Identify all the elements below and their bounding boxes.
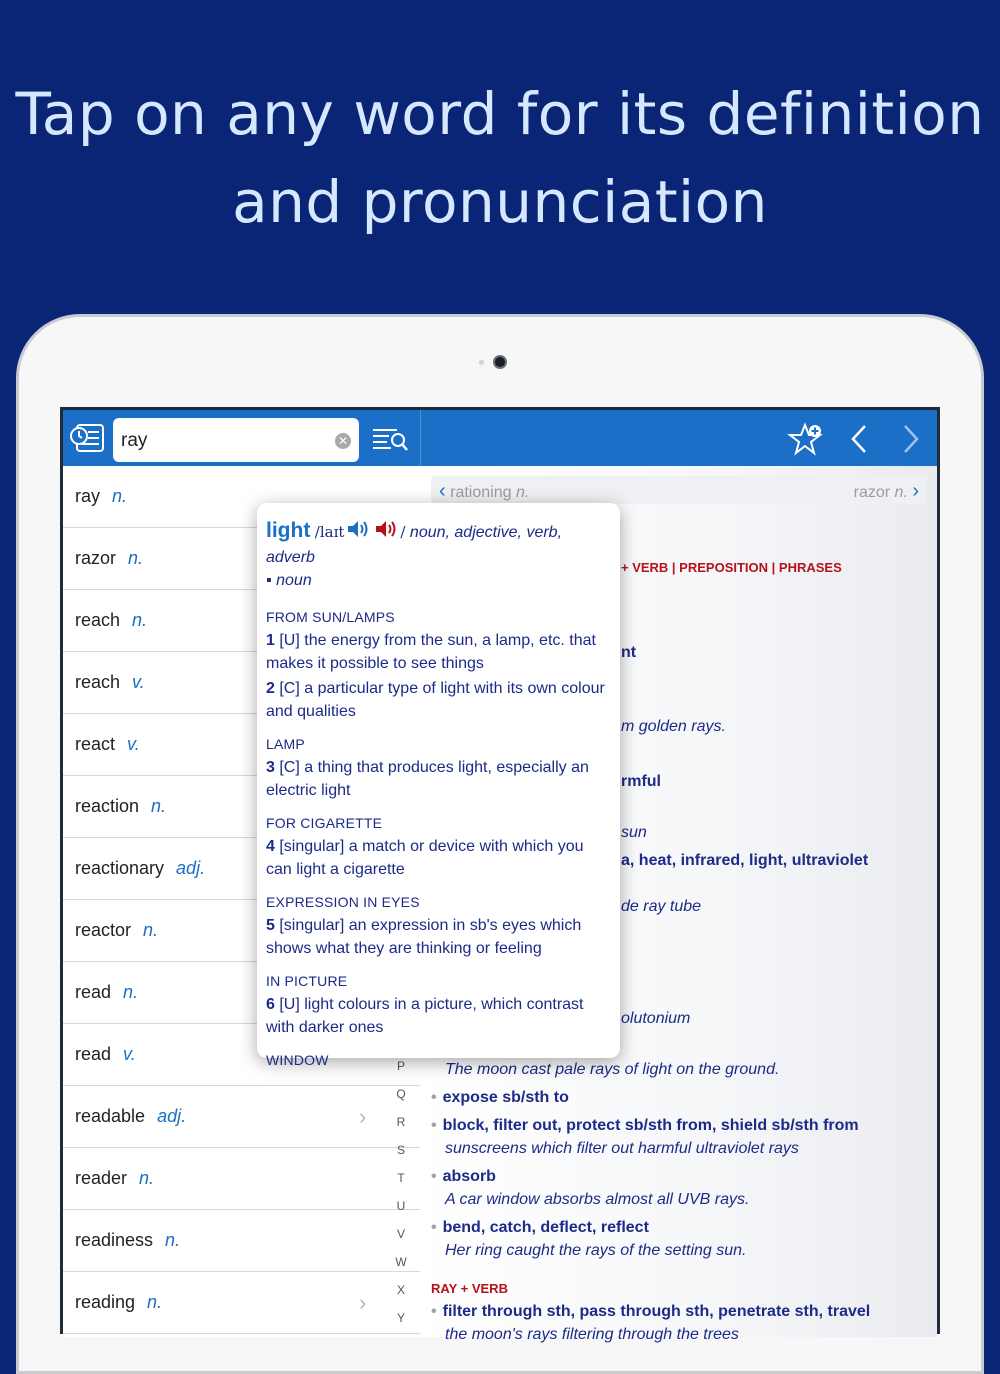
collocation-item[interactable] — [431, 1117, 859, 1135]
list-item[interactable] — [63, 1086, 420, 1148]
example-sentence: sunscreens which filter out harmful ultraviolet rays — [445, 1140, 799, 1157]
list-item[interactable] — [63, 1210, 420, 1272]
list-item-pos: n. — [112, 486, 128, 506]
list-item-pos: n. — [139, 1168, 155, 1188]
sense-text: [U] light colours in a picture, which contrast with darker ones — [266, 996, 584, 1037]
popup-headword: light — [266, 519, 311, 542]
chevron-right-icon: › — [359, 1290, 367, 1315]
toolbar-divider — [420, 410, 421, 466]
alphabet-index-letter[interactable]: T — [397, 1171, 405, 1185]
collocation-text: bend, catch, deflect, reflect — [442, 1219, 649, 1236]
chevron-left-icon: ‹ — [439, 480, 446, 502]
headline-line-2: and pronunciation — [232, 168, 768, 236]
definition-popup[interactable] — [257, 503, 620, 1069]
next-entry-link[interactable] — [854, 480, 919, 503]
forward-arrow-icon[interactable] — [893, 422, 929, 456]
collocation-text: filter through sth, pass through sth, penetrate sth, travel — [442, 1303, 871, 1320]
previous-entry-link[interactable] — [439, 480, 529, 503]
entry-fragment: rmful — [621, 773, 661, 790]
entry-fragment: m golden rays. — [621, 718, 726, 735]
entry-fragment: nt — [621, 644, 637, 661]
sense-number: 6 — [266, 996, 275, 1014]
previous-entry-pos: n. — [515, 484, 530, 501]
popup-pos-line: noun, adjective, verb, adverb — [266, 524, 563, 567]
collocation-item[interactable] — [431, 1168, 496, 1186]
entry-fragment: olutonium — [621, 1010, 691, 1027]
sense-heading: EXPRESSION IN EYES — [266, 894, 420, 911]
speaker-uk-icon[interactable] — [346, 519, 370, 546]
sense-number: 2 — [266, 680, 275, 698]
collocation-text: absorb — [442, 1168, 496, 1185]
example-sentence: The moon cast pale rays of light on the ground. — [445, 1061, 780, 1078]
list-item-pos: n. — [165, 1230, 181, 1250]
sense-text: [U] the energy from the sun, a lamp, etc. that makes it possible to see things — [266, 632, 596, 673]
sense-text: [C] a particular type of light with its own colour and qualities — [266, 680, 605, 721]
alphabet-index-letter[interactable]: P — [396, 1059, 405, 1073]
collocation-item[interactable] — [431, 1303, 870, 1321]
bullet-icon: • — [431, 1168, 437, 1185]
example-sentence: Her ring caught the rays of the setting sun. — [445, 1242, 747, 1259]
collocation-text: expose sb/sth to — [442, 1089, 569, 1106]
list-item[interactable] — [63, 1272, 420, 1334]
chevron-right-icon: › — [912, 480, 919, 502]
front-camera — [493, 355, 507, 369]
sense-number: 5 — [266, 917, 275, 935]
sense-text: [singular] a match or device with which you can light a cigarette — [266, 838, 584, 879]
sense-heading: IN PICTURE — [266, 973, 348, 990]
back-arrow-icon[interactable] — [843, 422, 879, 456]
speaker-us-icon[interactable] — [374, 519, 398, 546]
bullet-icon: • — [431, 1219, 437, 1236]
collocation-item[interactable] — [431, 1219, 649, 1237]
list-item-word: reading — [75, 1292, 136, 1312]
alphabet-index-letter[interactable]: V — [396, 1227, 405, 1241]
list-item-word: reactor — [75, 920, 132, 940]
next-entry-word: razor — [853, 484, 891, 501]
popup-content — [266, 519, 612, 1072]
chevron-right-icon: › — [359, 1104, 367, 1129]
list-item-pos: n. — [151, 796, 167, 816]
entry-navigation-bar — [431, 476, 927, 504]
full-text-search-icon[interactable] — [371, 426, 409, 452]
sense-heading: FOR CIGARETTE — [266, 815, 383, 832]
section-heading: RAY + VERB — [431, 1281, 508, 1296]
sense-number: 4 — [266, 838, 275, 856]
popup-header — [266, 519, 612, 569]
list-item-word: reaction — [75, 796, 140, 816]
list-item-pos: adj. — [157, 1106, 187, 1126]
alphabet-index-letter[interactable]: Y — [396, 1311, 405, 1325]
toolbar — [63, 410, 937, 466]
alphabet-index-letter[interactable]: S — [396, 1143, 405, 1157]
list-item-word: readiness — [75, 1230, 154, 1250]
alphabet-index-letter[interactable]: W — [395, 1255, 407, 1269]
list-item-word: react — [75, 734, 116, 754]
collocation-text: block, filter out, protect sb/sth from, shield sb/sth from — [442, 1117, 859, 1134]
list-item-word: razor — [75, 548, 117, 568]
entry-fragment: sun — [621, 824, 647, 841]
alphabet-index-letter[interactable]: U — [396, 1199, 406, 1213]
next-entry-pos: n. — [894, 484, 908, 501]
sense-text: [singular] an expression in sb's eyes which shows what they are thinking or feeling — [266, 917, 582, 958]
pronunciation-text: /laɪt — [314, 523, 345, 541]
sense-heading-cut: WINDOW — [266, 1052, 329, 1069]
alphabet-index-letter[interactable]: Q — [396, 1087, 406, 1101]
list-item-word: reader — [75, 1168, 128, 1188]
alphabet-index-letter[interactable]: R — [396, 1115, 406, 1129]
list-item-pos: n. — [128, 548, 144, 568]
list-item-pos: n. — [132, 610, 148, 630]
list-item-pos: n. — [143, 920, 159, 940]
bullet-icon: • — [431, 1089, 437, 1106]
list-item-pos: v. — [127, 734, 140, 754]
list-item[interactable] — [63, 1148, 420, 1210]
sense-definition — [266, 629, 612, 675]
add-favourite-star-icon[interactable] — [789, 422, 825, 456]
clear-search-icon[interactable]: ✕ — [335, 433, 351, 449]
entry-section-links[interactable]: + VERB | PREPOSITION | PHRASES — [621, 560, 842, 575]
list-item-word: reach — [75, 610, 121, 630]
popup-sub-pos: ▪ noun — [266, 572, 312, 590]
list-item-pos: v. — [123, 1044, 136, 1064]
pronunciation-close: / — [400, 523, 406, 541]
list-item-word: ray — [75, 486, 101, 506]
sensor-dot — [479, 360, 484, 365]
list-item-pos: n. — [123, 982, 139, 1002]
list-item-pos: n. — [147, 1292, 163, 1312]
sense-definition — [266, 756, 612, 802]
list-item-word: reach — [75, 672, 121, 692]
search-box[interactable] — [113, 418, 359, 462]
headline-line-1: Tap on any word for its definition — [15, 80, 985, 148]
sense-definition — [266, 677, 612, 723]
bullet-icon: • — [431, 1117, 437, 1134]
sense-text: [C] a thing that produces light, especially an electric light — [266, 759, 589, 800]
history-icon[interactable] — [69, 422, 105, 454]
sense-definition — [266, 835, 612, 881]
headline — [0, 70, 1000, 246]
list-item-word: readable — [75, 1106, 146, 1126]
sense-definition — [266, 993, 612, 1039]
sense-heading: FROM SUN/LAMPS — [266, 609, 395, 626]
sense-heading: LAMP — [266, 736, 305, 753]
collocation-item[interactable] — [431, 1089, 569, 1107]
previous-entry-word: rationing — [450, 484, 512, 501]
sense-number: 3 — [266, 759, 275, 777]
sense-definition — [266, 914, 612, 960]
list-item-pos: v. — [132, 672, 145, 692]
bullet-icon: • — [431, 1303, 437, 1320]
alphabet-index-letter[interactable]: X — [396, 1283, 405, 1297]
example-sentence: A car window absorbs almost all UVB rays. — [445, 1191, 750, 1208]
sense-number: 1 — [266, 632, 275, 650]
list-item-word: read — [75, 982, 112, 1002]
entry-fragment: a, heat, infrared, light, ultraviolet — [621, 852, 869, 869]
entry-fragment: de ray tube — [621, 898, 702, 915]
example-sentence: the moon's rays filtering through the trees — [445, 1326, 739, 1343]
list-item-word: read — [75, 1044, 112, 1064]
search-input[interactable] — [119, 424, 323, 458]
list-item-pos: adj. — [176, 858, 206, 878]
list-item-word: reactionary — [75, 858, 165, 878]
